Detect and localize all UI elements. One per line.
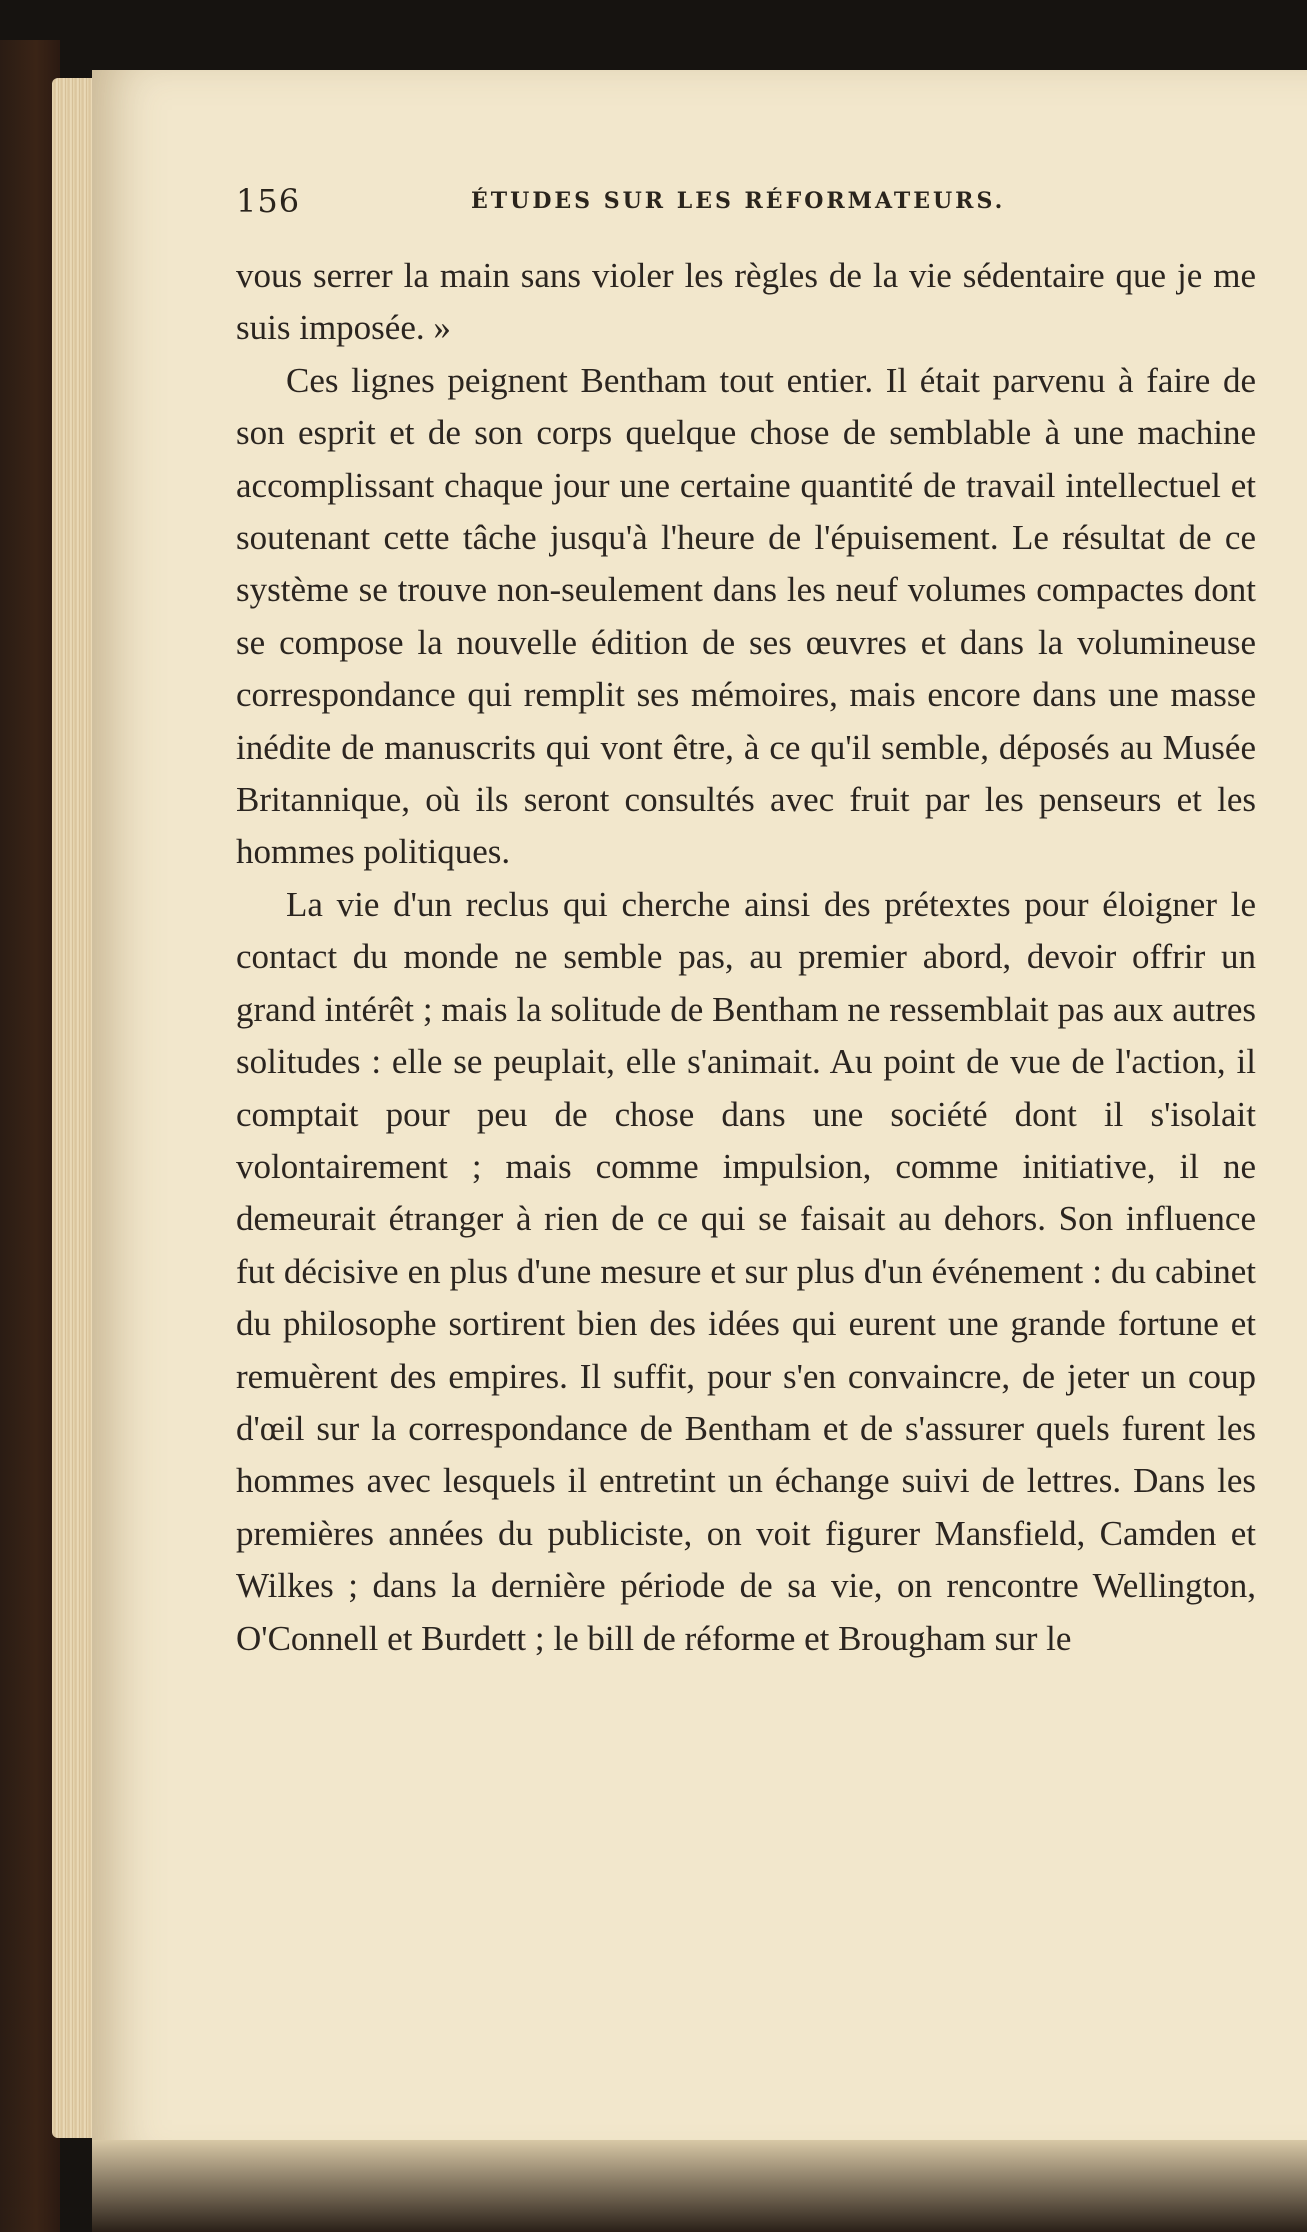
- page-number: 156: [236, 182, 301, 220]
- book-cover-edge: [0, 40, 60, 2232]
- paragraph: Ces lignes peignent Bentham tout entier. Il était parvenu à faire de son esprit et de son corps quelque chose de semblable à une machine accomplissant chaque jour une certaine quantité de travail intellectuel et soutenant cette tâche jusqu'à l'heure de l'épuisement. Le résultat de ce système se trouve non-seulement dans les neuf volumes compactes dont se compose la nouvelle édition de ses œuvres et dans la volumineuse correspondance qui remplit ses mémoires, mais encore dans une masse inédite de manuscrits qui vont être, à ce qu'il semble, déposés au Musée Britannique, où ils seront consultés avec fruit par les penseurs et les hommes politiques.: [236, 360, 1256, 872]
- page-header: [236, 180, 1236, 228]
- page-bottom-shadow: [92, 2140, 1307, 2232]
- paragraph: La vie d'un reclus qui cherche ainsi des prétextes pour éloigner le contact du monde ne semble pas, au premier abord, devoir offrir un grand intérêt ; mais la solitude de Bentham ne ressemblait pas aux autres solitudes : elle se peuplait, elle s'animait. Au point de vue de l'action, il comptait pour peu de chose dans une société dont il s'isolait volontairement ; mais comme impulsion, comme initiative, il ne demeurait étranger à rien de ce qui se faisait au dehors. Son influence fut décisive en plus d'une mesure et sur plus d'un événement : du cabinet du philosophe sortirent bien des idées qui eurent une grande fortune et remuèrent des empires. Il suffit, pour s'en convaincre, de jeter un coup d'œil sur la correspondance de Bentham et de s'assurer quels furent les hommes avec lesquels il entretint un échange suivi de lettres. Dans les premières années du publiciste, on voit figurer Mansfield, Camden et Wilkes ; dans la dernière période de sa vie, on rencontre Wellington, O'Connell et Burdett ; le bill de réforme et Brougham sur le: [236, 884, 1256, 1658]
- running-title: ÉTUDES SUR LES RÉFORMATEURS.: [471, 188, 1006, 214]
- body-text: [236, 250, 1256, 1665]
- paragraph-continued: vous serrer la main sans violer les règles de la vie sédentaire que je me suis imposée. »: [236, 256, 1256, 348]
